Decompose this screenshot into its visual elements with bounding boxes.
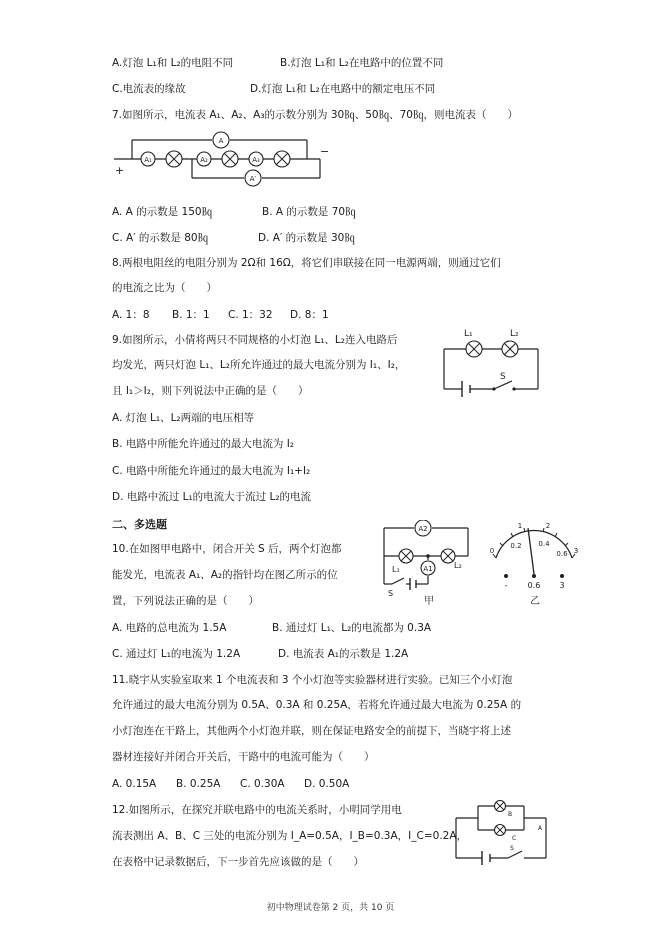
q10-scale-bottom-2: 0.4 [538,540,550,548]
q8-option-a: A. 1：8 [112,309,150,321]
q9-circuit-figure [438,325,550,397]
q7-circuit-figure [112,126,337,188]
q12-label-b: B [508,811,513,818]
q12-label-c: C [512,835,517,842]
q10-option-a: A. 电路的总电流为 1.5A [112,622,227,634]
q7-label-a: A [218,137,224,145]
page-footer: 初中物理试卷第 2 页，共 10 页 [266,903,395,913]
q10-stem-line-2: 能发光，电流表 A₁、A₂的指针均在图乙所示的位 [112,569,338,581]
q9-stem-line-2: 均发光，两只灯泡 L₁、L₂所允许通过的最大电流分别为 I₁、I₂， [112,359,406,371]
q8-option-b: B. 1：1 [172,309,210,321]
q7-label-a-prime: A′ [249,175,257,183]
q9-label-l2: L₂ [510,329,519,339]
q10-label-a2: A2 [418,525,428,533]
q7-option-a: A. A 的示数是 150㏃ [112,206,213,218]
q11-option-a: A. 0.15A [112,778,157,790]
q10-stem-line-3: 置，下列说法正确的是（ ） [112,595,259,607]
q10-label-l1: L₁ [392,565,400,574]
q11-stem-line-2: 允许通过的最大电流分别为 0.5A、0.3A 和 0.25A，若将允许通过最大电流为 0.25A 的 [112,699,522,711]
q10-scale-top-2: 2 [545,522,551,530]
q7-plus-terminal: + [115,164,125,177]
q12-stem-line-3: 在表格中记录数据后，下一步首先应该做的是（ ） [112,856,364,868]
q10-terminal-0-6: 0.6 [527,581,541,590]
q12-label-s: S [510,845,514,852]
q6-option-d: D.灯泡 L₁和 L₂在电路中的额定电压不同 [250,83,436,95]
q10-circuit-figure-jia [378,520,478,606]
q7-minus-terminal: − [320,145,330,158]
q10-scale-bottom-1: 0.2 [510,542,522,550]
q9-option-b: B. 电路中所能允许通过的最大电流为 I₂ [112,438,295,450]
q9-stem-line-1: 9.如图所示，小倩将两只不同规格的小灯泡 L₁、L₂连入电路后 [112,334,398,346]
q8-option-c: C. 1：32 [228,309,273,321]
q8-option-d: D. 8：1 [290,309,329,321]
q7-label-a2: A₂ [200,156,208,164]
q9-option-a: A. 灯泡 L₁、L₂两端的电压相等 [112,412,255,424]
q10-figure-label-yi: 乙 [530,596,540,606]
q10-label-a1: A1 [423,565,433,573]
q10-terminal-3: 3 [559,581,565,590]
q7-option-c: C. A′ 的示数是 80㏃ [112,232,209,244]
q11-option-d: D. 0.50A [304,778,350,790]
q10-ammeter-needle [528,528,534,574]
q6-option-a: A.灯泡 L₁和 L₂的电阻不同 [112,57,234,69]
q10-option-b: B. 通过灯 L₁、L₂的电流都为 0.3A [272,622,432,634]
q10-scale-top-3: 3 [573,547,579,555]
q10-scale-bottom-3: 0.6 [556,550,568,558]
q10-figure-label-jia: 甲 [424,596,434,606]
q10-terminal-minus: - [504,581,508,590]
q11-stem-line-1: 11.晓宇从实验室取来 1 个电流表和 3 个小灯泡等实验器材进行实验。已知三个小灯泡 [112,674,513,686]
q10-ammeter-figure-yi [484,520,584,606]
q12-label-a: A [538,825,543,832]
q11-option-c: C. 0.30A [240,778,285,790]
q10-label-s: S [388,589,394,598]
q7-label-a3: A₃ [252,156,260,164]
section-heading-multi-choice: 二、多选题 [112,518,167,531]
q11-option-b: B. 0.25A [176,778,221,790]
q10-scale-top-1: 1 [517,522,523,530]
q10-scale-top-0: 0 [489,547,495,555]
q12-circuit-figure [452,800,554,866]
q10-stem-line-1: 10.在如图甲电路中，闭合开关 S 后，两个灯泡都 [112,543,342,555]
q7-stem: 7.如图所示，电流表 A₁、A₂、A₃的示数分别为 30㏃、50㏃、70㏃，则电流表（ ） [112,109,518,121]
q11-stem-line-3: 小灯泡连在干路上，其他两个小灯泡并联，则在保证电路安全的前提下，当晓宇将上述 [112,725,511,737]
q12-stem-line-2: 流表测出 A、B、C 三处的电流分别为 I_A=0.5A，I_B=0.3A，I_C=0.2A， [112,830,468,842]
q9-label-l1: L₁ [464,329,473,339]
q10-label-l2: L₂ [454,561,462,570]
q6-option-b: B.灯泡 L₁和 L₂在电路中的位置不同 [280,57,444,69]
q7-option-b: B. A 的示数是 70㏃ [262,206,356,218]
q8-stem-line-1: 8.两根电阻丝的电阻分别为 2Ω和 16Ω，将它们串联接在同一电源两端，则通过它们 [112,257,501,269]
q12-stem-line-1: 12.如图所示，在探究并联电路中的电流关系时，小明同学用电 [112,804,402,816]
q9-label-s: S [500,372,506,382]
q6-option-c: C.电流表的缘故 [112,83,186,95]
q9-option-c: C. 电路中所能允许通过的最大电流为 I₁+I₂ [112,465,311,477]
q11-stem-line-4: 器材连接好并闭合开关后，干路中的电流可能为（ ） [112,751,375,763]
q9-stem-line-3: 且 I₁＞I₂，则下列说法中正确的是（ ） [112,385,309,397]
q8-stem-line-2: 的电流之比为（ ） [112,282,217,294]
q10-option-c: C. 通过灯 L₁的电流为 1.2A [112,648,241,660]
q7-option-d: D. A′ 的示数是 30㏃ [258,232,355,244]
q7-label-a1: A₁ [144,156,152,164]
q10-option-d: D. 电流表 A₁的示数是 1.2A [278,648,409,660]
q9-option-d: D. 电路中流过 L₁的电流大于流过 L₂的电流 [112,491,312,503]
